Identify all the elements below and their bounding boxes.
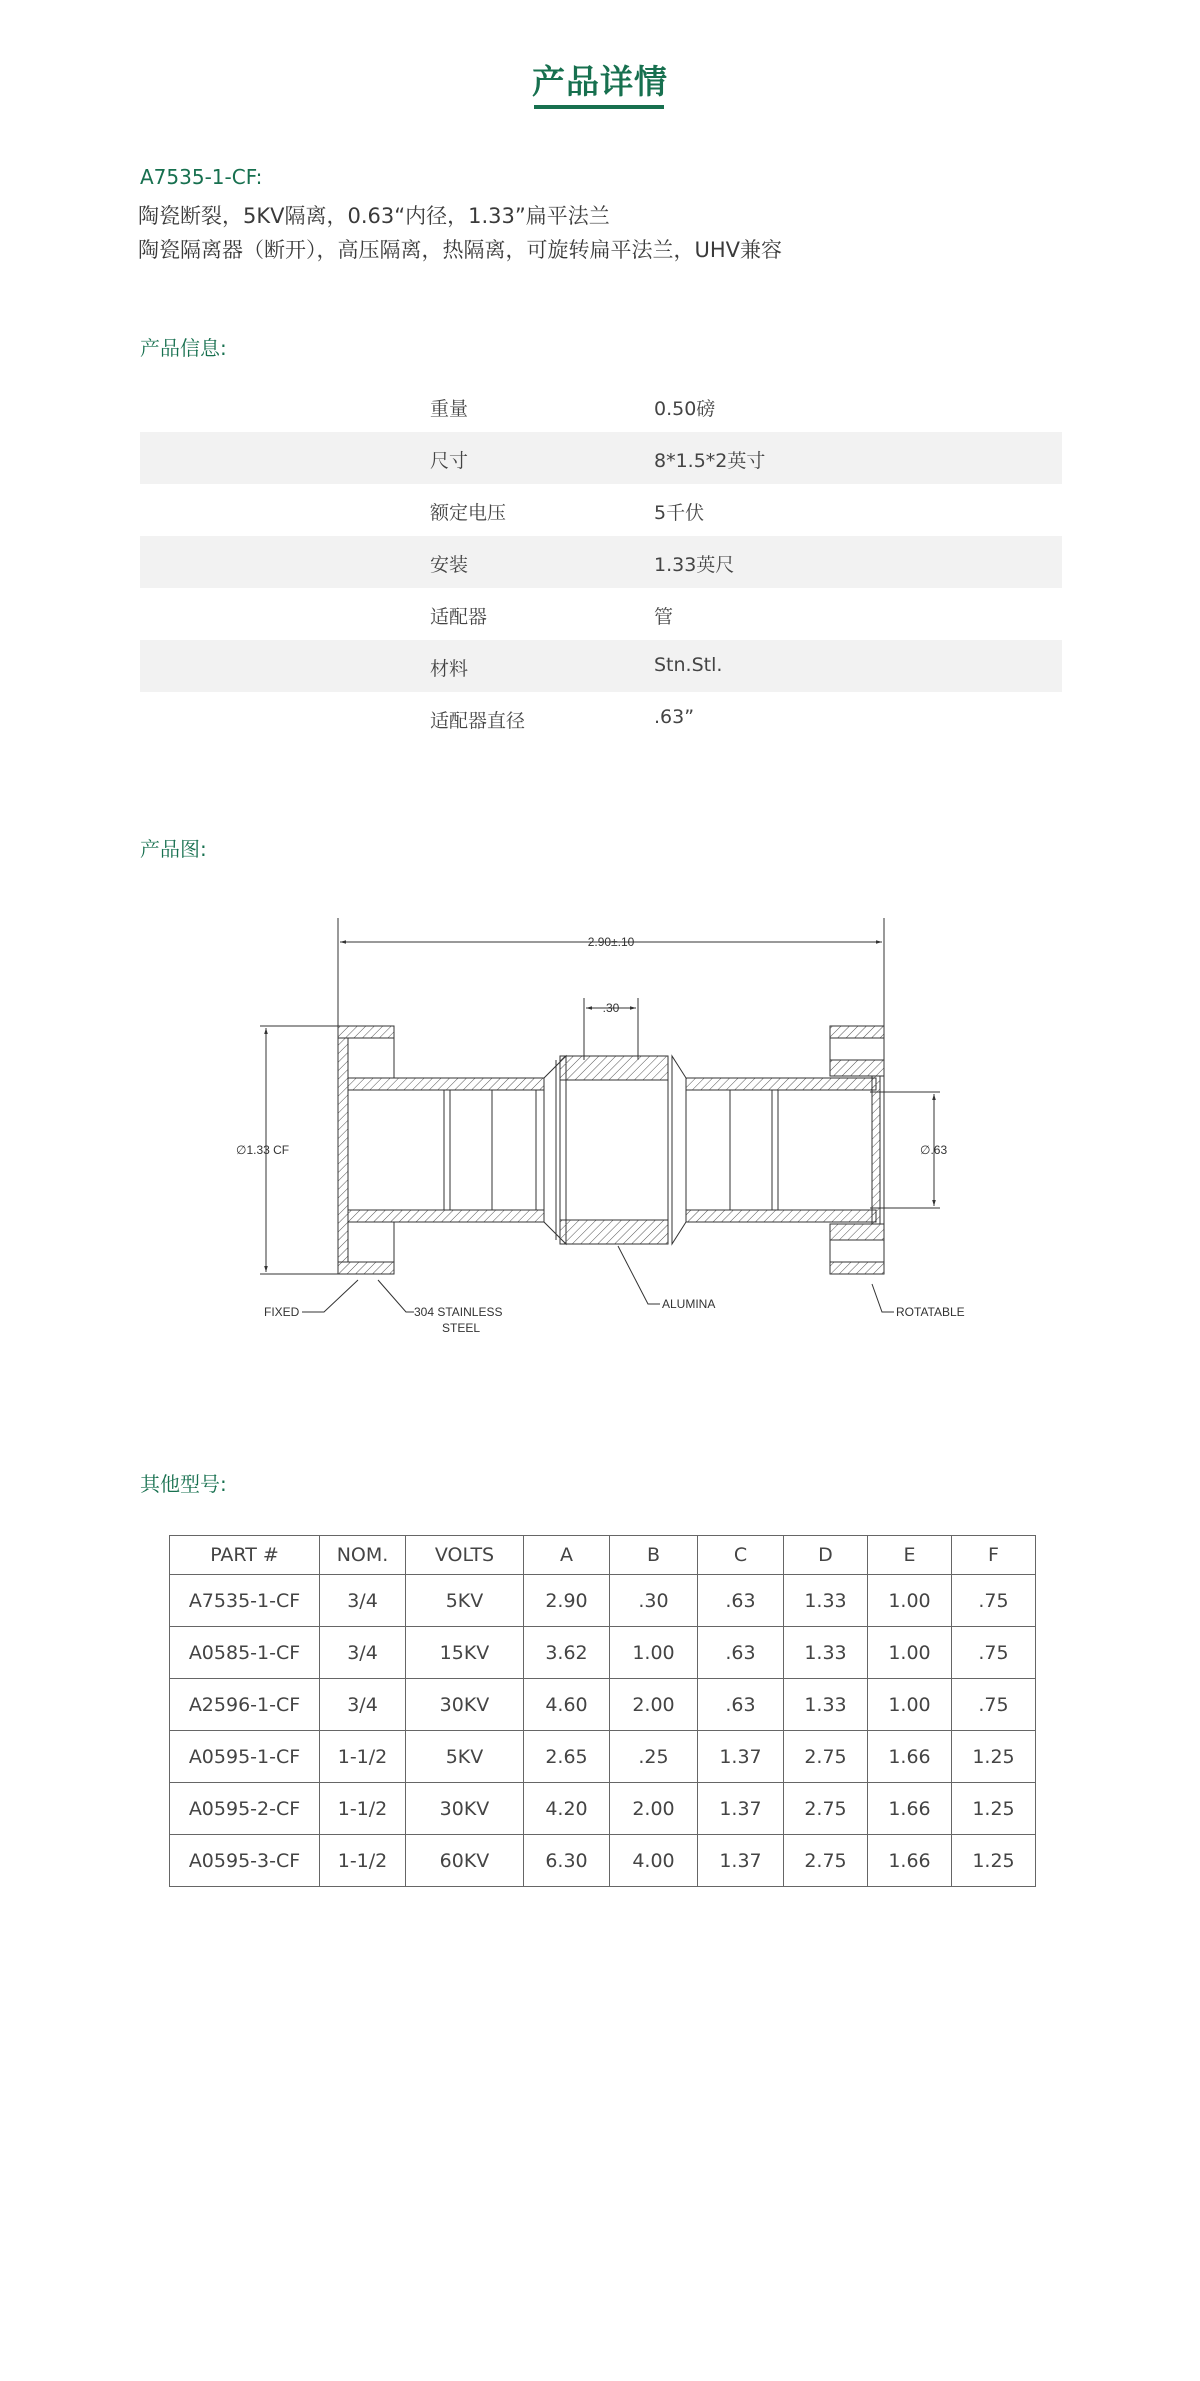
- dim-overall-length: 2.90±.10: [587, 935, 635, 949]
- table-cell: 3.62: [524, 1627, 610, 1679]
- table-cell: 30KV: [406, 1679, 524, 1731]
- product-info-table: [140, 380, 1062, 744]
- page-title: 产品详情: [532, 62, 668, 101]
- dim-ceramic-length: .30: [602, 1001, 620, 1015]
- note-rotatable: ROTATABLE: [896, 1305, 965, 1319]
- table-cell: 1.25: [952, 1731, 1036, 1783]
- table-cell: A2596-1-CF: [170, 1679, 320, 1731]
- info-value: Stn.Stl.: [654, 654, 723, 676]
- table-cell: 2.00: [610, 1783, 698, 1835]
- table-cell: .63: [698, 1679, 784, 1731]
- info-row-size: [140, 432, 1062, 484]
- dim-flange-diameter: ∅1.33 CF: [236, 1143, 290, 1157]
- table-cell: 1.25: [952, 1835, 1036, 1887]
- product-info-title: 产品信息:: [140, 336, 227, 360]
- table-cell: 5KV: [406, 1731, 524, 1783]
- table-cell: .75: [952, 1627, 1036, 1679]
- table-cell: A7535-1-CF: [170, 1575, 320, 1627]
- table-cell: 1.00: [610, 1627, 698, 1679]
- info-label: 安装: [430, 554, 469, 576]
- info-row-voltage: [140, 484, 1062, 536]
- table-cell: .75: [952, 1679, 1036, 1731]
- table-cell: A0595-3-CF: [170, 1835, 320, 1887]
- title-underline: [534, 105, 664, 109]
- table-cell: 2.75: [784, 1835, 868, 1887]
- other-models-title: 其他型号:: [140, 1472, 227, 1496]
- table-cell: 60KV: [406, 1835, 524, 1887]
- table-cell: 1.33: [784, 1575, 868, 1627]
- table-cell: .63: [698, 1627, 784, 1679]
- description-line-1: 陶瓷断裂，5KV隔离，0.63“内径，1.33”扁平法兰: [138, 204, 610, 228]
- table-cell: 1.00: [868, 1575, 952, 1627]
- info-row-adapter: [140, 588, 1062, 640]
- table-cell: 2.00: [610, 1679, 698, 1731]
- info-value: 1.33英尺: [654, 554, 735, 576]
- info-value: 管: [654, 606, 674, 628]
- table-cell: 1.37: [698, 1835, 784, 1887]
- table-cell: A0595-1-CF: [170, 1731, 320, 1783]
- info-value: 5千伏: [654, 502, 705, 524]
- info-value: 8*1.5*2英寸: [654, 450, 766, 472]
- info-label: 重量: [430, 398, 469, 420]
- table-cell: .63: [698, 1575, 784, 1627]
- product-drawing-title: 产品图:: [140, 837, 207, 861]
- note-steel-2: STEEL: [442, 1321, 481, 1335]
- table-cell: 4.00: [610, 1835, 698, 1887]
- table-header-row: [170, 1536, 1036, 1575]
- info-value: .63”: [654, 706, 695, 728]
- table-cell: 1-1/2: [320, 1835, 406, 1887]
- column-header: A: [524, 1536, 610, 1575]
- column-header: B: [610, 1536, 698, 1575]
- table-cell: 1-1/2: [320, 1783, 406, 1835]
- table-cell: 6.30: [524, 1835, 610, 1887]
- table-cell: .30: [610, 1575, 698, 1627]
- note-alumina: ALUMINA: [662, 1297, 716, 1311]
- table-cell: 1.66: [868, 1731, 952, 1783]
- table-row: [170, 1679, 1036, 1731]
- table-cell: 2.65: [524, 1731, 610, 1783]
- table-cell: 4.60: [524, 1679, 610, 1731]
- info-row-material: [140, 640, 1062, 692]
- table-cell: 3/4: [320, 1575, 406, 1627]
- note-fixed: FIXED: [264, 1305, 300, 1319]
- table-cell: .75: [952, 1575, 1036, 1627]
- table-cell: 5KV: [406, 1575, 524, 1627]
- info-row-weight: [140, 380, 1062, 432]
- table-cell: 1.00: [868, 1627, 952, 1679]
- table-cell: 4.20: [524, 1783, 610, 1835]
- table-cell: 15KV: [406, 1627, 524, 1679]
- info-label: 尺寸: [430, 450, 469, 472]
- column-header: F: [952, 1536, 1036, 1575]
- info-label: 材料: [430, 658, 469, 680]
- table-cell: 1.00: [868, 1679, 952, 1731]
- note-steel-1: 304 STAINLESS: [414, 1305, 503, 1319]
- table-cell: 2.75: [784, 1783, 868, 1835]
- table-row: [170, 1835, 1036, 1887]
- table-cell: 1.37: [698, 1783, 784, 1835]
- table-row: [170, 1783, 1036, 1835]
- info-label: 额定电压: [430, 502, 507, 524]
- table-cell: 2.75: [784, 1731, 868, 1783]
- column-header: VOLTS: [406, 1536, 524, 1575]
- table-cell: 1.25: [952, 1783, 1036, 1835]
- info-row-adapter-diameter: [140, 692, 1062, 744]
- table-cell: 1.33: [784, 1627, 868, 1679]
- info-value: 0.50磅: [654, 398, 716, 420]
- table-cell: 30KV: [406, 1783, 524, 1835]
- model-code: A7535-1-CF:: [140, 165, 263, 189]
- table-cell: 3/4: [320, 1679, 406, 1731]
- table-cell: 1.33: [784, 1679, 868, 1731]
- column-header: PART #: [170, 1536, 320, 1575]
- info-label: 适配器: [430, 606, 488, 628]
- table-cell: A0595-2-CF: [170, 1783, 320, 1835]
- table-cell: .25: [610, 1731, 698, 1783]
- table-cell: 1.66: [868, 1835, 952, 1887]
- info-row-mounting: [140, 536, 1062, 588]
- table-row: [170, 1627, 1036, 1679]
- technical-drawing: [220, 900, 980, 1340]
- table-row: [170, 1731, 1036, 1783]
- models-table: [169, 1535, 1036, 1887]
- description-line-2: 陶瓷隔离器（断开），高压隔离，热隔离，可旋转扁平法兰，UHV兼容: [138, 238, 783, 262]
- table-cell: A0585-1-CF: [170, 1627, 320, 1679]
- table-cell: 1-1/2: [320, 1731, 406, 1783]
- column-header: C: [698, 1536, 784, 1575]
- table-cell: 1.37: [698, 1731, 784, 1783]
- table-cell: 1.66: [868, 1783, 952, 1835]
- dim-tube-diameter: ∅.63: [920, 1143, 948, 1157]
- table-row: [170, 1575, 1036, 1627]
- column-header: NOM.: [320, 1536, 406, 1575]
- table-cell: 2.90: [524, 1575, 610, 1627]
- table-cell: 3/4: [320, 1627, 406, 1679]
- column-header: E: [868, 1536, 952, 1575]
- column-header: D: [784, 1536, 868, 1575]
- info-label: 适配器直径: [430, 710, 526, 732]
